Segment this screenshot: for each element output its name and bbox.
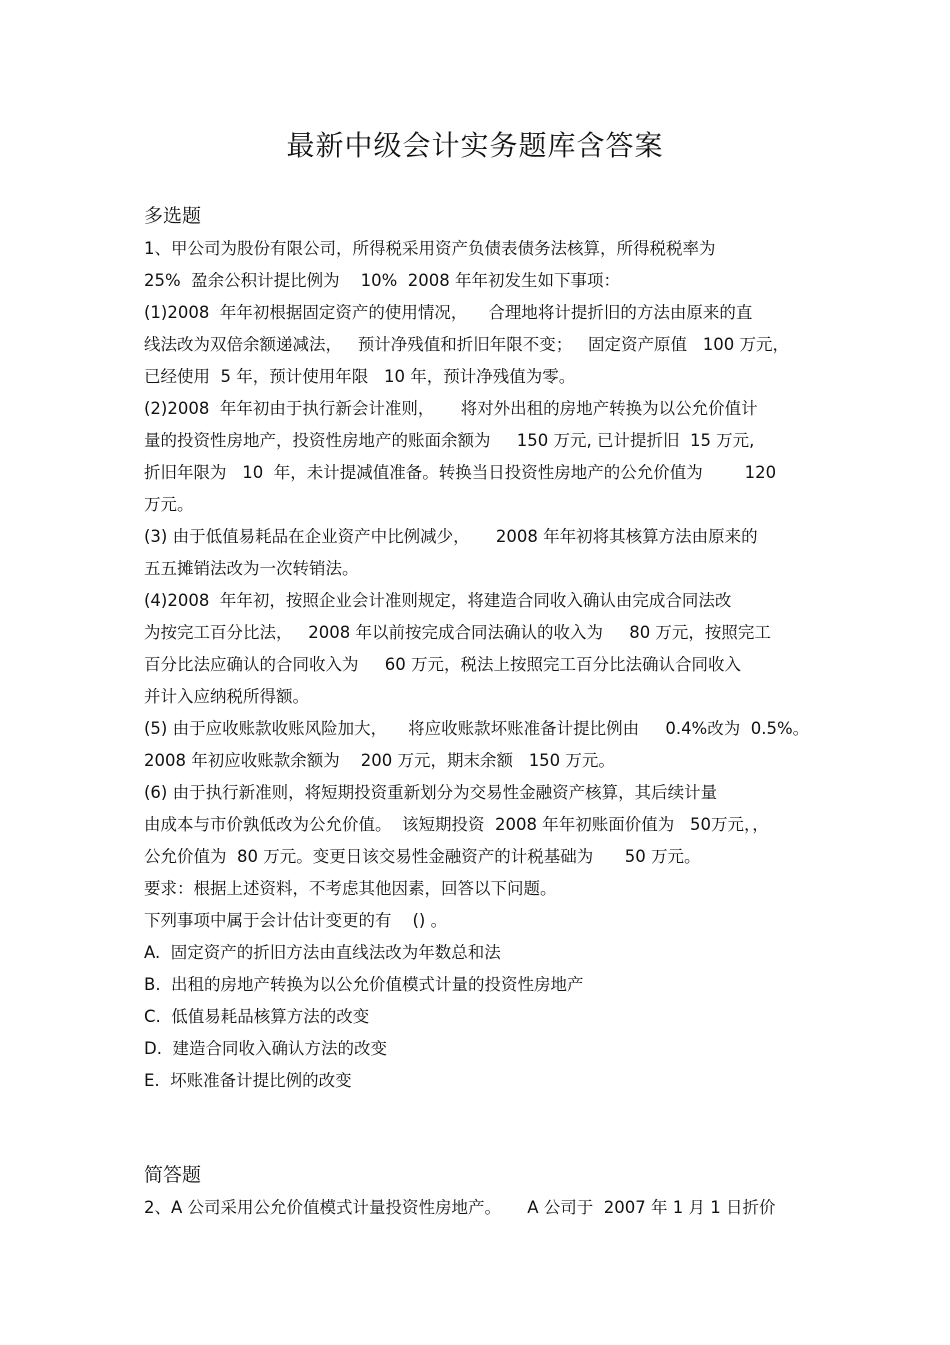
option-e: E. 坏账准备计提比例的改变: [144, 1071, 352, 1090]
question-1-line-6: (2)2008 年年初由于执行新会计准则， 将对外出租的房地产转换为以公允价值计: [144, 399, 758, 418]
question-1-requirement: 要求：根据上述资料，不考虑其他因素，回答以下问题。: [144, 879, 557, 898]
question-1-line-16: (5) 由于应收账款收账风险加大， 将应收账款坏账准备计提比例由 0.4%改为 0.5%。: [144, 719, 810, 738]
question-1-line-17: 2008 年初应收账款余额为 200 万元，期末余额 150 万元。: [144, 751, 615, 770]
question-1-line-15: 并计入应纳税所得额。: [144, 687, 309, 706]
section-heading-short-answer: 简答题: [144, 1164, 202, 1186]
question-1-line-3: (1)2008 年年初根据固定资产的使用情况， 合理地将计提折旧的方法由原来的直: [144, 303, 753, 322]
question-1-line-12: (4)2008 年年初，按照企业会计准则规定，将建造合同收入确认由完成合同法改: [144, 591, 732, 610]
question-1-line-20: 公允价值为 80 万元。变更日该交易性金融资产的计税基础为 50 万元。: [144, 847, 701, 866]
question-1-line-13: 为按完工百分比法， 2008 年以前按完成合同法确认的收入为 80 万元，按照完工: [144, 623, 771, 642]
option-c: C. 低值易耗品核算方法的改变: [144, 1007, 370, 1026]
question-1-line-2: 25% 盈余公积计提比例为 10% 2008 年年初发生如下事项：: [144, 271, 621, 290]
question-1-line-8: 折旧年限为 10 年，未计提减值准备。转换当日投资性房地产的公允价值为 120: [144, 463, 777, 482]
question-1-line-14: 百分比法应确认的合同收入为 60 万元，税法上按照完工百分比法确认合同收入: [144, 655, 741, 674]
section-heading-multiple-choice: 多选题: [144, 205, 202, 227]
question-1-line-1: 1、甲公司为股份有限公司，所得税采用资产负债表债务法核算，所得税税率为: [144, 239, 716, 258]
question-1-line-10: (3) 由于低值易耗品在企业资产中比例减少， 2008 年年初将其核算方法由原来的: [144, 527, 758, 546]
question-1-line-18: (6) 由于执行新准则，将短期投资重新划分为交易性金融资产核算，其后续计量: [144, 783, 718, 802]
question-1-line-7: 量的投资性房地产，投资性房地产的账面余额为 150 万元, 已计提折旧 15 万元,: [144, 431, 755, 450]
option-a: A. 固定资产的折旧方法由直线法改为年数总和法: [144, 943, 501, 962]
question-1-line-5: 已经使用 5 年，预计使用年限 10 年，预计净残值为零。: [144, 367, 576, 386]
option-b: B. 出租的房地产转换为以公允价值模式计量的投资性房地产: [144, 975, 584, 994]
document-title: 最新中级会计实务题库含答案: [286, 129, 664, 162]
question-1-line-19: 由成本与市价孰低改为公允价值。 该短期投资 2008 年年初账面价值为 50万元，，: [144, 815, 769, 834]
question-1-prompt: 下列事项中属于会计估计变更的有 () 。: [144, 911, 448, 930]
question-1-line-4: 线法改为双倍余额递减法， 预计净残值和折旧年限不变； 固定资产原值 100 万元，: [144, 335, 789, 354]
option-d: D. 建造合同收入确认方法的改变: [144, 1039, 387, 1058]
question-1-line-9: 万元。: [144, 495, 194, 514]
question-1-line-11: 五五摊销法改为一次转销法。: [144, 559, 359, 578]
question-2-line-1: 2、A 公司采用公允价值模式计量投资性房地产。 A 公司于 2007 年 1 月 1 日折价: [144, 1198, 776, 1217]
